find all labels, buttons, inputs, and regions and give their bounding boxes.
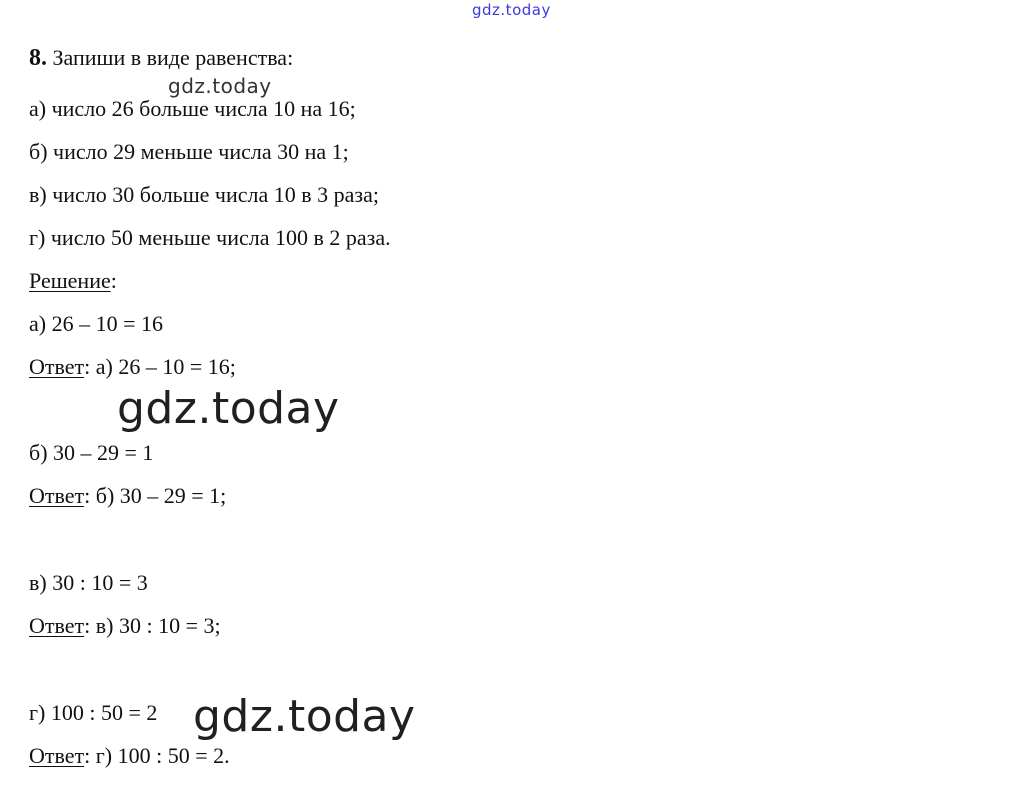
task-item-a: а) число 26 больше числа 10 на 16; (29, 96, 356, 121)
answer-label: Ответ (29, 483, 85, 508)
watermark-small: gdz.today (168, 74, 272, 98)
task-title: Запиши в виде равенства: (52, 45, 294, 70)
answer-label: Ответ (29, 354, 85, 379)
watermark-middle: gdz.today (117, 383, 340, 434)
solution-a-answer-line (29, 354, 236, 380)
task-item-b: б) число 29 меньше числа 30 на 1; (29, 139, 349, 164)
solution-b-expr: б) 30 – 29 = 1 (29, 440, 154, 465)
solution-g-answer-line (29, 743, 230, 769)
task-heading (29, 45, 293, 71)
solution-v-answer-line (29, 613, 221, 639)
task-number: 8. (29, 45, 47, 71)
solution-label: Решение (29, 268, 111, 293)
solution-heading (29, 268, 117, 294)
task-item-g: г) число 50 меньше числа 100 в 2 раза. (29, 225, 391, 250)
task-item-v: в) число 30 больше числа 10 в 3 раза; (29, 182, 379, 207)
answer-label: Ответ (29, 743, 85, 768)
solution-g-expr: г) 100 : 50 = 2 (29, 700, 158, 725)
answer-text: : в) 30 : 10 = 3; (84, 613, 221, 638)
solution-v-expr: в) 30 : 10 = 3 (29, 570, 148, 595)
watermark-top: gdz.today (472, 1, 551, 19)
answer-text: : б) 30 – 29 = 1; (84, 483, 227, 508)
solution-label-colon: : (110, 268, 117, 293)
answer-text: : г) 100 : 50 = 2. (84, 743, 230, 768)
answer-label: Ответ (29, 613, 85, 638)
watermark-bottom: gdz.today (193, 691, 416, 742)
solution-b-answer-line (29, 483, 226, 509)
answer-text: : а) 26 – 10 = 16; (84, 354, 236, 379)
solution-a-expr: а) 26 – 10 = 16 (29, 311, 163, 336)
